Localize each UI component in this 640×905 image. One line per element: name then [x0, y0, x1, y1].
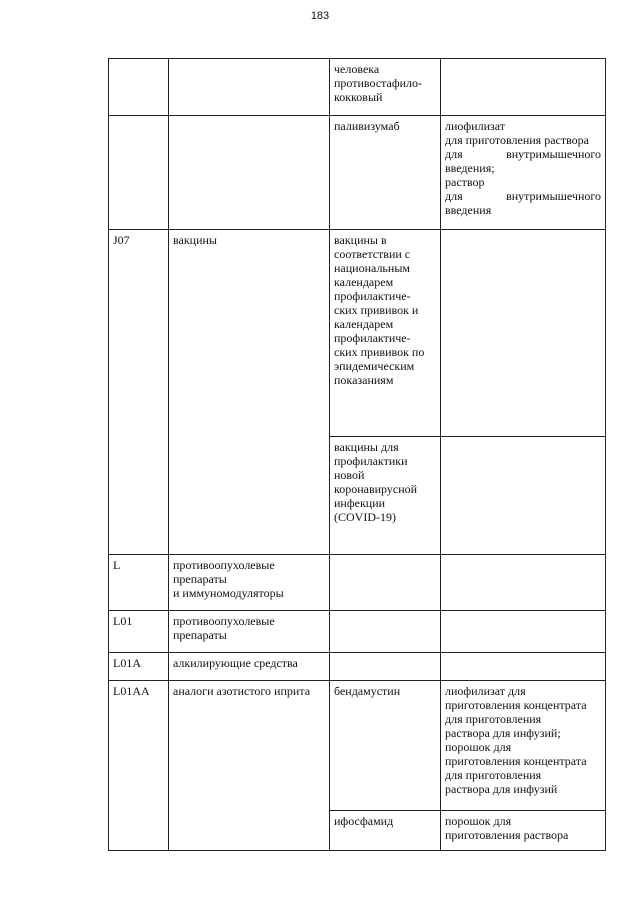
- dosage-form-line: введения;: [445, 161, 495, 175]
- atc-code-cell: [109, 555, 169, 611]
- dosage-form-cell: [441, 681, 606, 811]
- atc-code: L01A: [113, 656, 141, 670]
- atc-code-cell: [109, 230, 169, 555]
- drug-name-line: вакцины для: [334, 440, 399, 454]
- drug-name-cell: [330, 437, 441, 555]
- dosage-form-line: для приготовления: [445, 712, 542, 726]
- dosage-form-line: лиофилизат для: [445, 684, 526, 698]
- drug-name-line: календарем: [334, 317, 394, 331]
- dosage-form-cell: [441, 611, 606, 653]
- group-name-line: и иммуномодуляторы: [173, 586, 284, 600]
- table-row: [109, 116, 606, 230]
- group-cell: [169, 116, 330, 230]
- dosage-form-line: приготовления концентрата: [445, 754, 587, 768]
- drug-name-line: инфекции: [334, 496, 386, 510]
- drug-name-cell: [330, 653, 441, 681]
- dosage-form-cell: [441, 555, 606, 611]
- dosage-form-line: введения: [445, 203, 492, 217]
- atc-code-cell: [109, 59, 169, 116]
- group-name-line: препараты: [173, 628, 227, 642]
- dosage-form-cell: [441, 230, 606, 437]
- group-cell: [169, 59, 330, 116]
- atc-code: L01: [113, 614, 133, 628]
- dosage-form-line: порошок для: [445, 740, 512, 754]
- group-cell: [169, 230, 330, 555]
- group-name-line: препараты: [173, 572, 227, 586]
- group-name-line: алкилирующие средства: [173, 656, 298, 670]
- drug-name-line: кокковый: [334, 90, 383, 104]
- atc-code: L: [113, 558, 121, 572]
- drug-name-line: противостафило-: [334, 76, 423, 90]
- drug-name-line: (COVID-19): [334, 510, 396, 524]
- dosage-form-line: лиофилизат: [445, 119, 506, 133]
- drug-name-line: профилактиче-: [334, 331, 411, 345]
- dosage-form-line: для внутримышечного: [445, 189, 601, 203]
- dosage-form-line: приготовления раствора: [445, 828, 569, 842]
- table-row: [109, 555, 606, 611]
- drug-name-cell: [330, 116, 441, 230]
- atc-code: L01AA: [113, 684, 150, 698]
- group-cell: [169, 653, 330, 681]
- dosage-form-cell: [441, 653, 606, 681]
- table-row: [109, 681, 606, 811]
- drug-name-line: ифосфамид: [334, 814, 394, 828]
- drug-name-cell: [330, 555, 441, 611]
- dosage-form-cell: [441, 811, 606, 851]
- drug-name-line: календарем: [334, 275, 394, 289]
- group-cell: [169, 681, 330, 851]
- dosage-form-cell: [441, 437, 606, 555]
- drug-name-cell: [330, 59, 441, 116]
- drug-name-line: новой: [334, 468, 365, 482]
- table-row: [109, 230, 606, 437]
- page-number: 183: [310, 10, 330, 22]
- dosage-form-line: раствора для инфузий;: [445, 726, 561, 740]
- group-name-line: противоопухолевые: [173, 614, 275, 628]
- dosage-form-line: для приготовления: [445, 768, 542, 782]
- group-name-line: противоопухолевые: [173, 558, 275, 572]
- dosage-form-line: раствора для инфузий: [445, 782, 558, 796]
- drug-name-line: профилактики: [334, 454, 408, 468]
- drug-name-cell: [330, 611, 441, 653]
- drug-name-line: показаниям: [334, 373, 394, 387]
- table-row: [109, 653, 606, 681]
- dosage-form-line: для приготовления раствора: [445, 133, 589, 147]
- atc-code-cell: [109, 681, 169, 851]
- drug-name-line: эпидемическим: [334, 359, 415, 373]
- drug-name-cell: [330, 230, 441, 437]
- drug-name-line: вакцины в: [334, 233, 387, 247]
- group-cell: [169, 555, 330, 611]
- atc-code-cell: [109, 611, 169, 653]
- drug-name-line: ских прививок и: [334, 303, 419, 317]
- dosage-form-line: приготовления концентрата: [445, 698, 587, 712]
- drug-table: [108, 58, 606, 851]
- dosage-form-line: порошок для: [445, 814, 512, 828]
- drug-name-line: бендамустин: [334, 684, 401, 698]
- drug-name-line: национальным: [334, 261, 410, 275]
- dosage-form-cell: [441, 116, 606, 230]
- dosage-form-line: раствор: [445, 175, 485, 189]
- group-name-line: аналоги азотистого иприта: [173, 684, 311, 698]
- drug-name-cell: [330, 681, 441, 811]
- drug-name-line: соответствии с: [334, 247, 411, 261]
- atc-code-cell: [109, 116, 169, 230]
- drug-name-line: коронавирусной: [334, 482, 418, 496]
- atc-code-cell: [109, 653, 169, 681]
- group-cell: [169, 611, 330, 653]
- table-row: [109, 59, 606, 116]
- dosage-form-line: для внутримышечного: [445, 147, 601, 161]
- drug-name-line: ских прививок по: [334, 345, 425, 359]
- drug-name-cell: [330, 811, 441, 851]
- dosage-form-cell: [441, 59, 606, 116]
- group-name: вакцины: [173, 233, 217, 247]
- drug-name-line: паливизумаб: [334, 119, 400, 133]
- table-row: [109, 611, 606, 653]
- atc-code: J07: [113, 233, 130, 247]
- drug-name-line: человека: [334, 62, 380, 76]
- drug-name-line: профилактиче-: [334, 289, 411, 303]
